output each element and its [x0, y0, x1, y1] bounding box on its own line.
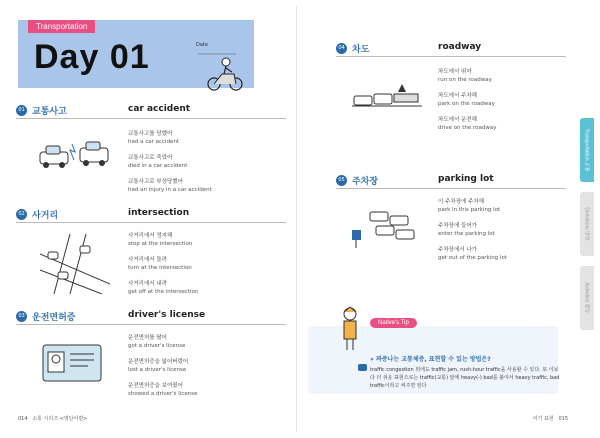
section-number: 05 — [336, 175, 347, 186]
natives-tip-label: Native's Tip — [370, 318, 417, 328]
left-page — [6, 6, 297, 432]
side-tab-directions[interactable]: Directions 방향 — [580, 192, 594, 256]
korean-term: 차도 — [352, 45, 370, 55]
example-phrase: 사거리에서 정지해 stop at the intersection — [128, 233, 193, 247]
section-number: 04 — [336, 43, 347, 54]
english-term: parking lot — [438, 174, 494, 184]
example-phrase: 차도에서 운전해 drive on the roadway — [438, 117, 497, 131]
section-divider — [16, 324, 286, 325]
example-phrase: 교통사고로 죽었어 died in a car accident — [128, 155, 188, 169]
korean-term: 교통사고 — [32, 107, 67, 117]
section-divider — [336, 188, 566, 189]
book-title: 소통 시리즈 <영단어편> — [32, 416, 88, 422]
english-term: intersection — [128, 208, 190, 218]
section-title: 여기 표현 — [532, 416, 554, 422]
example-phrase: 운전면허증을 잃어버렸어 lost a driver's license — [128, 359, 189, 373]
tip-question: » 짜증나는 교통체증, 표현할 수 있는 방법은? — [370, 356, 491, 363]
right-page — [300, 6, 594, 432]
vocab-section-roadway — [336, 42, 566, 142]
example-phrase: 차도에서 주차해 park on the roadway — [438, 93, 495, 107]
teacher-character-illustration — [338, 306, 362, 352]
example-phrase: 차도에서 뛰어 run on the roadway — [438, 69, 492, 83]
page-title: Day 01 — [34, 38, 150, 76]
section-number: 01 — [16, 105, 27, 116]
tip-marker-icon — [358, 364, 367, 371]
side-tab-transportation[interactable]: Transportation 교통 — [580, 118, 594, 182]
section-number: 03 — [16, 311, 27, 322]
example-phrase: 운전면허를 땄어 got a driver's license — [128, 335, 186, 349]
page-number: 015 — [558, 416, 568, 422]
right-footer — [533, 415, 568, 422]
section-divider — [16, 222, 286, 223]
vocab-section-intersection — [16, 208, 286, 306]
example-phrase: 교통사고로 부상당했어 had an injury in a car accident — [128, 179, 212, 193]
example-phrase: 교통사고를 당했어 had a car accident — [128, 131, 180, 145]
korean-term: 주차장 — [352, 177, 379, 187]
side-tab-activities[interactable]: Activities 활동 — [580, 266, 594, 330]
parking-lot-illustration — [350, 208, 420, 250]
example-phrase: 사거리에서 내려 get off at the intersection — [128, 281, 199, 295]
vocab-section-drivers-license — [16, 310, 286, 410]
section-divider — [16, 118, 286, 119]
example-phrase: 운전면허증을 보여줬어 showed a driver's license — [128, 383, 198, 397]
left-footer — [18, 415, 87, 422]
roadway-cars-illustration — [352, 80, 422, 110]
korean-term: 사거리 — [32, 211, 59, 221]
motorcycle-rider-illustration — [196, 48, 252, 92]
english-term: driver's license — [128, 310, 206, 320]
intersection-illustration — [40, 234, 110, 294]
example-phrase: 주차장에 들어가 enter the parking lot — [438, 223, 495, 237]
page-number: 014 — [18, 416, 28, 422]
car-crash-illustration — [36, 136, 116, 176]
example-phrase: 이 주차장에 주차해 park in this parking lot — [438, 199, 501, 213]
english-term: roadway — [438, 42, 482, 52]
korean-term: 운전면허증 — [32, 313, 76, 323]
example-phrase: 주차장에서 나가 get out of the parking lot — [438, 247, 507, 261]
example-phrase: 사거리에서 돌려 turn at the intersection — [128, 257, 192, 271]
vocab-section-car-accident — [16, 104, 286, 204]
drivers-license-card-illustration — [42, 344, 102, 382]
vocab-section-parking-lot — [336, 174, 566, 274]
date-label: Date — [196, 42, 208, 48]
category-tag: Transportation — [28, 20, 95, 33]
tip-body-text: traffic congestion 외에도 traffic jam, rush-hour traffic을 사용할 수 있다. 또 이보다 더 쉬운 표현으로는 traffic(교통) 앞에 heavy(-) bad를 붙여서 heavy traffic, bad traffic이라고 써주면 된다 — [370, 367, 560, 389]
english-term: car accident — [128, 104, 191, 114]
section-number: 02 — [16, 209, 27, 220]
section-divider — [336, 56, 566, 57]
